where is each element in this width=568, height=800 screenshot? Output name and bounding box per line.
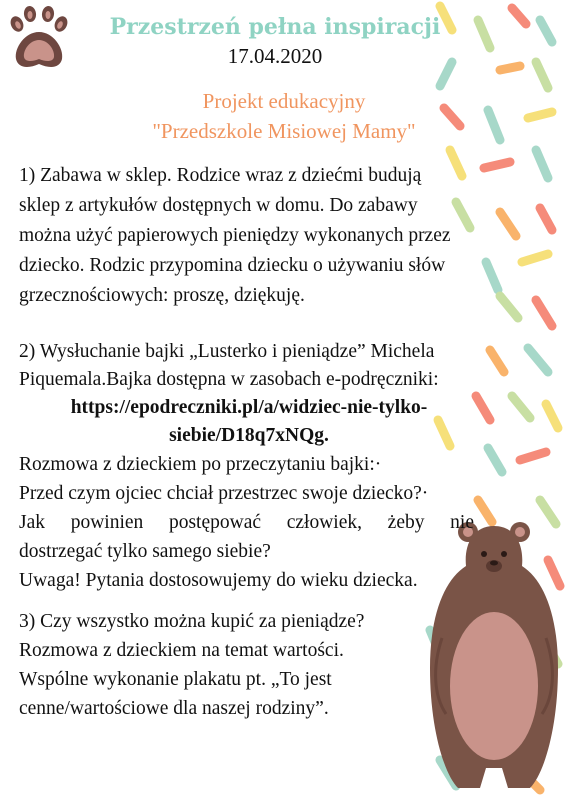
page-title: Przestrzeń pełna inspiracji [109, 14, 441, 40]
section-1-line: sklep z artykułów dostępnych w domu. Do zabawy [19, 195, 418, 216]
link-url-line-1[interactable]: https://epodreczniki.pl/a/widziec-nie-tylko- [70, 397, 428, 418]
project-line-2: "Przedszkole Misiowej Mamy" [152, 119, 416, 143]
bear-paw-icon [8, 6, 70, 72]
section-2-line: Rozmowa z dzieckiem po przeczytaniu bajki:· [19, 454, 382, 475]
section-2-line: 2) Wysłuchanie bajki „Lusterko i pieniądze” Michela [19, 341, 435, 362]
section-3-line: Rozmowa z dzieckiem na temat wartości. [19, 640, 344, 661]
project-heading [0, 86, 568, 146]
link-url-line-2[interactable]: siebie/D18q7xNQg. [169, 425, 329, 446]
bear-illustration [428, 518, 560, 794]
section-1-line: 1) Zabawa w sklep. Rodzice wraz z dziećmi budują [19, 165, 422, 186]
section-3-line: cenne/wartościowe dla naszej rodziny”. [19, 698, 329, 719]
section-3-line: 3) Czy wszystko można kupić za pieniądze? [19, 611, 365, 632]
section-2-line: dostrzegać tylko samego siebie? [19, 541, 271, 562]
project-line-1: Projekt edukacyjny [202, 89, 366, 113]
section-1-line: można użyć papierowych pieniędzy wykonanych przez [19, 225, 451, 246]
section-1-line: dziecko. Rodzic przypomina dziecku o używaniu słów [19, 255, 446, 276]
section-2-line: Piquemala.Bajka dostępna w zasobach e-podręczniki: [19, 369, 439, 390]
section-2-line: Uwaga! Pytania dostosowujemy do wieku dziecka. [19, 570, 418, 591]
section-1-line: grzecznościowych: proszę, dziękuję. [19, 285, 305, 306]
section-2-line: Jak powinien postępować człowiek, żeby nie [19, 512, 474, 533]
section-3-line: Wspólne wykonanie plakatu pt. „To jest [19, 669, 332, 690]
date-label: 17.04.2020 [227, 44, 323, 68]
section-2-line: Przed czym ojciec chciał przestrzec swoje dziecko?· [19, 483, 429, 504]
